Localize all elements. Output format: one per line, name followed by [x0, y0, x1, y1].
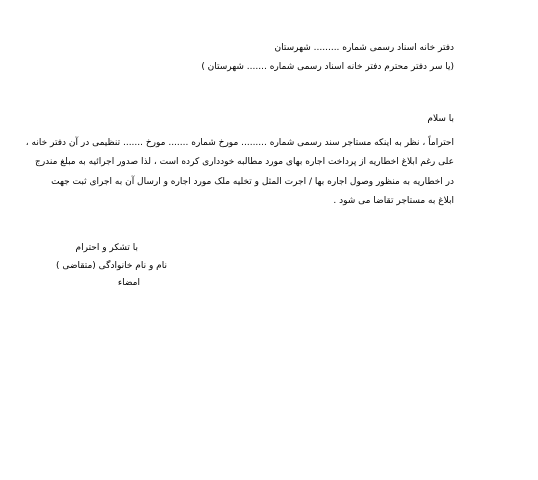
greeting: با سلام	[427, 114, 454, 124]
body-line-3: در اخطاریه به منظور وصول اجاره بها / اجرت المثل و تخلیه ملک مورد اجاره و ارسال آن به اجرای ثبت جهت	[51, 177, 454, 187]
body-line-2: علی رغم ابلاغ اخطاریه از پرداخت اجاره بهای مورد مطالبه خودداری کرده است ، لذا صدور اجرائیه به مبلغ مندرج	[35, 157, 454, 167]
applicant-name-label: نام و نام خانوادگی (متقاضی )	[55, 261, 167, 271]
recipient-office-line: دفتر خانه اسناد رسمی شماره ......... شهرستان	[274, 43, 454, 53]
recipient-notary-line: (یا سر دفتر محترم دفتر خانه اسناد رسمی شماره ....... شهرستان )	[201, 62, 454, 72]
signature-label: امضاء	[117, 278, 140, 288]
body-line-1: احتراماً ، نظر به اینکه مستاجر سند رسمی شماره ......... مورخ شماره ....... مورخ ....... تنظیمی در آن دفتر خانه ،	[25, 138, 454, 148]
body-line-4: ابلاغ به مستاجر تقاضا می شود .	[333, 196, 454, 206]
closing-regards: با تشکر و احترام	[75, 243, 138, 253]
